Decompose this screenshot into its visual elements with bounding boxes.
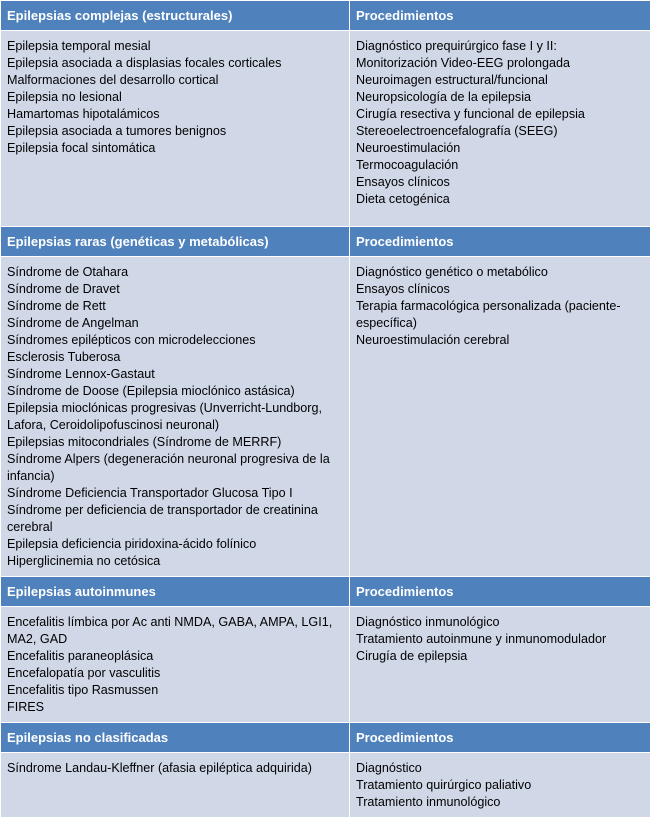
section-header-row xyxy=(1,577,650,607)
epilepsy-list xyxy=(1,257,350,577)
list-item: Ensayos clínicos xyxy=(356,174,644,191)
list-item: Hiperglicinemia no cetósica xyxy=(7,553,343,570)
list-item: Hamartomas hipotalámicos xyxy=(7,106,343,123)
procedures-list xyxy=(350,607,650,723)
list-item: Epilepsia asociada a tumores benignos xyxy=(7,123,343,140)
section-body-row xyxy=(1,31,650,227)
list-item: Síndrome Deficiencia Transportador Glucosa Tipo I xyxy=(7,485,343,502)
list-item: Cirugía de epilepsia xyxy=(356,648,644,665)
list-item: Epilepsias mitocondriales (Síndrome de MERRF) xyxy=(7,434,343,451)
list-item: Diagnóstico inmunológico xyxy=(356,614,644,631)
list-item: Neuroestimulación xyxy=(356,140,644,157)
list-item: Tratamiento inmunológico xyxy=(356,794,644,811)
list-item: Síndrome Lennox-Gastaut xyxy=(7,366,343,383)
procedures-list xyxy=(350,257,650,577)
list-item: FIRES xyxy=(7,699,343,716)
list-item: Síndrome Landau-Kleffner (afasia epiléptica adquirida) xyxy=(7,760,343,777)
list-item: Neuropsicología de la epilepsia xyxy=(356,89,644,106)
list-item: Síndrome Alpers (degeneración neuronal progresiva de la infancia) xyxy=(7,451,343,485)
list-item: Monitorización Video-EEG prolongada xyxy=(356,55,644,72)
list-item: Encefalitis paraneoplásica xyxy=(7,648,343,665)
section-body-row xyxy=(1,257,650,577)
list-item: Malformaciones del desarrollo cortical xyxy=(7,72,343,89)
section-body-row xyxy=(1,607,650,723)
list-item: Epilepsia mioclónicas progresivas (Unverricht-Lundborg, Lafora, Ceroidolipofuscinosi neuronal) xyxy=(7,400,343,434)
list-item: Neuroestimulación cerebral xyxy=(356,332,644,349)
list-item: Epilepsia focal sintomática xyxy=(7,140,343,157)
list-item: Dieta cetogénica xyxy=(356,191,644,208)
list-item: Síndrome de Otahara xyxy=(7,264,343,281)
list-item: Síndromes epilépticos con microdelecciones xyxy=(7,332,343,349)
list-item: Síndrome de Angelman xyxy=(7,315,343,332)
list-item: Ensayos clínicos xyxy=(356,281,644,298)
section-header-row xyxy=(1,1,650,31)
list-item: Encefalitis tipo Rasmussen xyxy=(7,682,343,699)
list-item: Termocoagulación xyxy=(356,157,644,174)
procedures-title: Procedimientos xyxy=(350,577,650,607)
procedures-title: Procedimientos xyxy=(350,723,650,753)
epilepsy-list xyxy=(1,607,350,723)
section-header-row xyxy=(1,227,650,257)
epilepsy-list xyxy=(1,31,350,227)
list-item: Epilepsia no lesional xyxy=(7,89,343,106)
section-body-row xyxy=(1,753,650,818)
procedures-title: Procedimientos xyxy=(350,1,650,31)
list-item: Diagnóstico prequirúrgico fase I y II: xyxy=(356,38,644,55)
section-title: Epilepsias complejas (estructurales) xyxy=(1,1,350,31)
list-item: Síndrome de Rett xyxy=(7,298,343,315)
procedures-list xyxy=(350,753,650,818)
list-item: Cirugía resectiva y funcional de epilepsia xyxy=(356,106,644,123)
procedures-title: Procedimientos xyxy=(350,227,650,257)
list-item: Esclerosis Tuberosa xyxy=(7,349,343,366)
list-item: Síndrome de Doose (Epilepsia mioclónico astásica) xyxy=(7,383,343,400)
list-item: Epilepsia asociada a displasias focales corticales xyxy=(7,55,343,72)
list-item: Síndrome per deficiencia de transportador de creatinina cerebral xyxy=(7,502,343,536)
section-title: Epilepsias raras (genéticas y metabólicas) xyxy=(1,227,350,257)
list-item: Diagnóstico genético o metabólico xyxy=(356,264,644,281)
list-item: Neuroimagen estructural/funcional xyxy=(356,72,644,89)
list-item: Terapia farmacológica personalizada (paciente-específica) xyxy=(356,298,644,332)
epilepsy-list xyxy=(1,753,350,818)
list-item: Tratamiento quirúrgico paliativo xyxy=(356,777,644,794)
list-item: Encefalopatía por vasculitis xyxy=(7,665,343,682)
list-item: Stereoelectroencefalografía (SEEG) xyxy=(356,123,644,140)
procedures-list xyxy=(350,31,650,227)
list-item: Tratamiento autoinmune y inmunomodulador xyxy=(356,631,644,648)
list-item: Epilepsia temporal mesial xyxy=(7,38,343,55)
list-item: Encefalitis límbica por Ac anti NMDA, GABA, AMPA, LGI1, MA2, GAD xyxy=(7,614,343,648)
list-item: Epilepsia deficiencia piridoxina-ácido folínico xyxy=(7,536,343,553)
section-title: Epilepsias no clasificadas xyxy=(1,723,350,753)
list-item: Diagnóstico xyxy=(356,760,644,777)
section-header-row xyxy=(1,723,650,753)
list-item: Síndrome de Dravet xyxy=(7,281,343,298)
section-title: Epilepsias autoinmunes xyxy=(1,577,350,607)
